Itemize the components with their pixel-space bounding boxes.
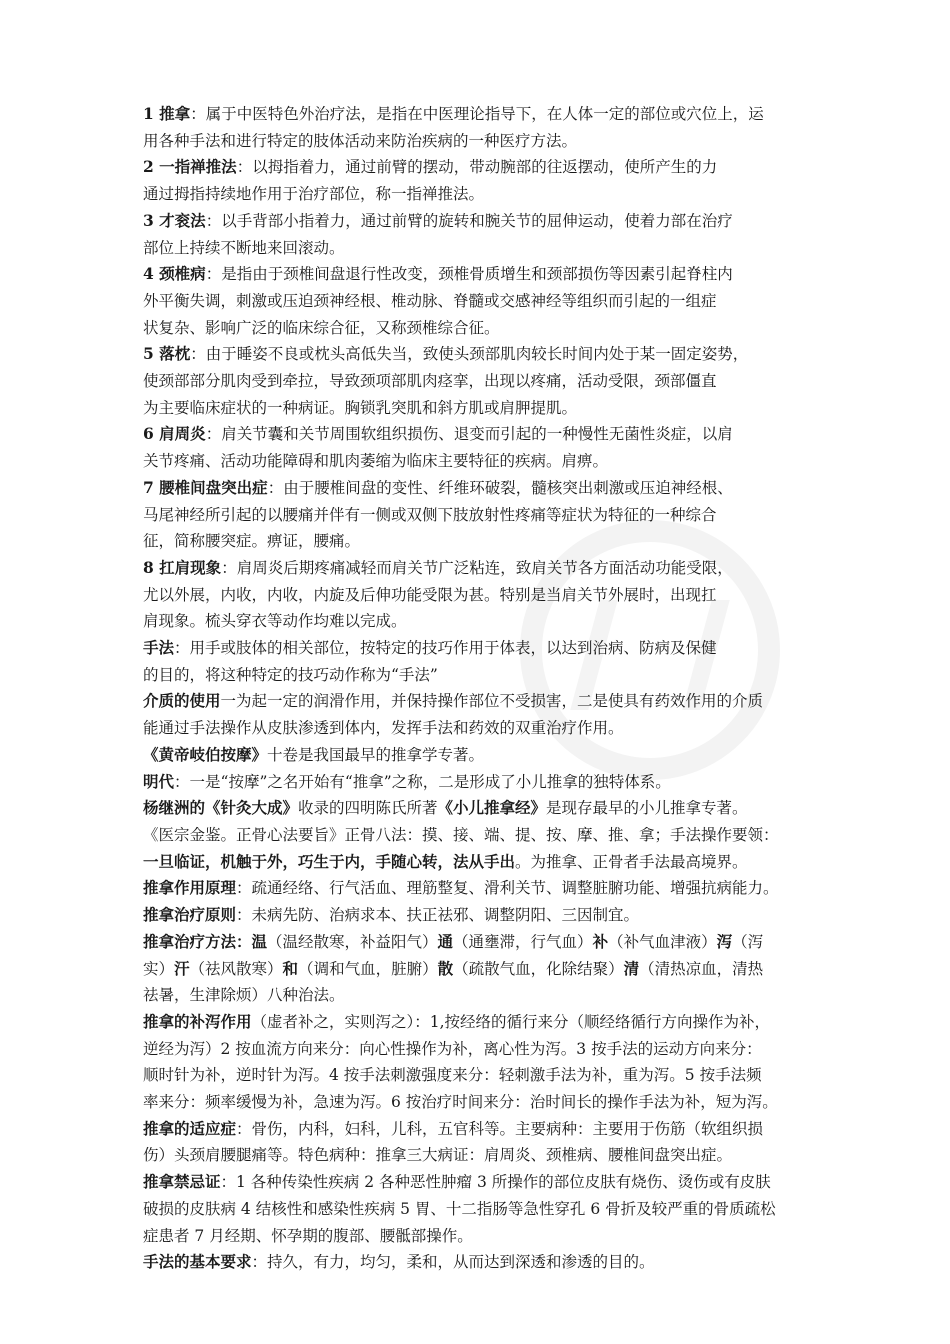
paragraph <box>143 555 823 635</box>
body-text: ：由于腰椎间盘的变性、纤维环破裂，髓核突出刺激或压迫神经根、 <box>267 478 733 497</box>
text-line <box>143 635 823 662</box>
paragraph <box>143 769 823 796</box>
bold-term: 明代 <box>143 771 175 791</box>
body-text: ：持久，有力，均匀，柔和，从而达到深透和渗透的目的。 <box>251 1253 655 1272</box>
text-line <box>143 902 823 929</box>
text-line <box>143 341 823 368</box>
text-line <box>143 368 823 395</box>
text-line <box>143 1089 823 1116</box>
text-line <box>143 1036 823 1063</box>
body-text: 破损的皮肤病 4 结核性和感染性疾病 5 胃、十二指肠等急性穿孔 6 骨折及较严重的骨质疏松 <box>143 1199 776 1218</box>
text-line <box>143 528 823 555</box>
body-text: 外平衡失调，刺激或压迫颈神经根、椎动脉、脊髓或交感神经等组织而引起的一组症 <box>143 291 717 310</box>
text-line <box>143 1249 823 1276</box>
bold-term: 手法的基本要求 <box>143 1252 252 1272</box>
paragraph <box>143 1249 823 1276</box>
text-line <box>143 1196 823 1223</box>
body-text: 部位上持续不断地来回滚动。 <box>143 238 345 257</box>
text-line <box>143 235 823 262</box>
text-line <box>143 1009 823 1036</box>
body-text: （清热凉血，清热 <box>639 959 764 978</box>
bold-term: 推拿作用原理 <box>143 878 237 898</box>
text-line <box>143 1062 823 1089</box>
body-text: 。为推拿、正骨者手法最高境界。 <box>515 852 748 871</box>
bold-term: 手法 <box>143 638 175 658</box>
body-text: 征，简称腰突症。痹证，腰痛。 <box>143 532 361 551</box>
text-line <box>143 448 823 475</box>
body-text: （祛风散寒） <box>189 959 283 978</box>
bold-term: 6 肩周炎 <box>143 424 206 444</box>
body-text: 能通过手法操作从皮肤渗透到体内，发挥手法和药效的双重治疗作用。 <box>143 719 624 738</box>
body-text: 状复杂、影响广泛的临床综合征，又称颈椎综合征。 <box>143 318 500 337</box>
paragraph <box>143 742 823 769</box>
bold-term: 8 扛肩现象 <box>143 557 222 577</box>
body-text: （通壅滞，行气血） <box>453 932 593 951</box>
text-line <box>143 181 823 208</box>
paragraph <box>143 341 823 421</box>
bold-term: 补 <box>592 931 609 951</box>
bold-term: 推拿治疗原则 <box>143 905 237 925</box>
text-line <box>143 154 823 181</box>
body-text: （疏散气血，化除结聚） <box>453 959 624 978</box>
paragraph <box>143 635 823 688</box>
text-line <box>143 1223 823 1250</box>
body-text: 《医宗金鉴。正骨心法要旨》正骨八法：摸、接、端、提、按、摩、推、拿；手法操作要领： <box>143 825 779 844</box>
text-line <box>143 608 823 635</box>
text-line <box>143 662 823 689</box>
body-text: 肩现象。梳头穿衣等动作均难以完成。 <box>143 612 407 631</box>
body-text: 马尾神经所引起的以腰痛并伴有一侧或双侧下肢放射性疼痛等症状为特征的一种综合 <box>143 505 717 524</box>
bold-term: 7 腰椎间盘突出症 <box>143 477 268 497</box>
body-text: 通过拇指持续地作用于治疗部位，称一指禅推法。 <box>143 185 485 204</box>
text-line <box>143 128 823 155</box>
body-text: ：骨伤，内科，妇科，儿科，五官科等。主要病种：主要用于伤筋（软组织损 <box>236 1119 764 1138</box>
body-text: 祛暑，生津除烦）八种治法。 <box>143 986 345 1005</box>
bold-term: 介质的使用 <box>143 691 221 711</box>
body-text: ：肩关节囊和关节周围软组织损伤、退变而引起的一种慢性无菌性炎症，以肩 <box>205 425 733 444</box>
paragraph <box>143 101 823 154</box>
text-line <box>143 261 823 288</box>
paragraph <box>143 475 823 555</box>
text-line <box>143 1142 823 1169</box>
text-line <box>143 1169 823 1196</box>
text-line <box>143 822 823 849</box>
bold-term: 推拿治疗方法：温 <box>143 931 268 951</box>
bold-term: 推拿的适应症 <box>143 1118 237 1138</box>
bold-term: 散 <box>437 958 454 978</box>
bold-term: 《黄帝岐伯按摩》 <box>143 744 268 764</box>
bold-term: 《小儿推拿经》 <box>437 798 547 818</box>
body-text: 顺时针为补，逆时针为泻。4 按手法刺激强度来分：轻刺激手法为补，重为泻。5 按手法频 <box>143 1066 762 1085</box>
body-text: ：1 各种传染性疾病 2 各种恶性肿瘤 3 所操作的部位皮肤有烧伤、烫伤或有皮肤 <box>220 1173 771 1192</box>
body-text: ：属于中医特色外治疗法，是指在中医理论指导下，在人体一定的部位或穴位上，运 <box>190 105 764 123</box>
body-text: （泻 <box>732 932 764 951</box>
body-text: 用各种手法和进行特定的肢体活动来防治疾病的一种医疗方法。 <box>143 131 578 150</box>
body-text: 一为起一定的润滑作用，并保持操作部位不受损害，二是使具有药效作用的介质 <box>220 692 764 711</box>
paragraph <box>143 902 823 929</box>
body-text: ：疏通经络、行气活血、理筋整复、滑利关节、调整脏腑功能、增强抗病能力。 <box>236 879 779 898</box>
bold-term: 和 <box>282 958 299 978</box>
text-line <box>143 475 823 502</box>
text-line <box>143 742 823 769</box>
bold-term: 推拿禁忌证 <box>143 1172 221 1192</box>
text-line <box>143 421 823 448</box>
paragraph <box>143 421 823 474</box>
paragraph <box>143 929 823 1009</box>
text-line <box>143 208 823 235</box>
body-text: 尤以外展，内收，内收，内旋及后伸功能受限为甚。特别是当肩关节外展时，出现扛 <box>143 585 717 604</box>
body-text: 症患者 7 月经期、怀孕期的腹部、腰骶部操作。 <box>143 1226 473 1245</box>
bold-term: 4 颈椎病 <box>143 264 206 284</box>
body-text: 实） <box>143 959 175 978</box>
paragraph <box>143 822 823 875</box>
bold-term: 汗 <box>174 958 190 978</box>
paragraph <box>143 261 823 341</box>
bold-term: 泻 <box>716 931 733 951</box>
paragraph <box>143 875 823 902</box>
text-line <box>143 769 823 796</box>
body-text: ：是指由于颈椎间盘退行性改变，颈椎骨质增生和颈部损伤等因素引起脊柱内 <box>205 265 733 284</box>
body-text: 逆经为泻）2 按血流方向来分：向心性操作为补，离心性为泻。3 按手法的运动方向来分： <box>143 1039 762 1058</box>
body-text: （温经散寒，补益阳气） <box>267 932 438 951</box>
text-line <box>143 1116 823 1143</box>
paragraph <box>143 1169 823 1249</box>
text-line <box>143 849 823 876</box>
paragraph <box>143 154 823 207</box>
body-text: 使颈部部分肌肉受到牵拉，导致颈项部肌肉痉挛，出现以疼痛，活动受限，颈部僵直 <box>143 372 717 391</box>
bold-term: 清 <box>623 958 640 978</box>
text-line <box>143 956 823 983</box>
body-text: 率来分：频率缓慢为补，急速为泻。6 按治疗时间来分：治时间长的操作手法为补，短为泻。 <box>143 1093 778 1112</box>
body-text: （调和气血，脏腑） <box>298 959 438 978</box>
body-text: 收录的四明陈氏所著 <box>298 799 438 818</box>
body-text: ：未病先防、治病求本、扶正祛邪、调整阴阳、三因制宜。 <box>236 906 640 925</box>
paragraph <box>143 795 823 822</box>
text-line <box>143 288 823 315</box>
body-text: 关节疼痛、活动功能障碍和肌肉萎缩为临床主要特征的疾病。肩痹。 <box>143 452 609 471</box>
body-text: 十卷是我国最早的推拿学专著。 <box>267 745 485 764</box>
bold-term: 通 <box>437 931 454 951</box>
body-text: ：用手或肢体的相关部位，按特定的技巧作用于体表，以达到治病、防病及保健 <box>174 639 717 658</box>
body-text: ：以手背部小指着力，通过前臂的旋转和腕关节的屈伸运动，使着力部在治疗 <box>205 211 733 230</box>
text-line <box>143 875 823 902</box>
text-line <box>143 502 823 529</box>
body-text: 为主要临床症状的一种病证。胸锁乳突肌和斜方肌或肩胛提肌。 <box>143 398 578 417</box>
body-text: ：肩周炎后期疼痛减轻而肩关节广泛粘连，致肩关节各方面活动功能受限， <box>221 558 733 577</box>
paragraph <box>143 1116 823 1169</box>
text-line <box>143 555 823 582</box>
text-line <box>143 395 823 422</box>
bold-term: 2 一指禅推法 <box>143 157 237 177</box>
paragraph <box>143 208 823 261</box>
body-text: ：由于睡姿不良或枕头高低失当，致使头颈部肌肉较长时间内处于某一固定姿势， <box>190 345 749 364</box>
body-text: ：以拇指着力，通过前臂的摆动，带动腕部的往返摆动，使所产生的力 <box>236 158 718 177</box>
bold-term: 5 落枕 <box>143 344 191 364</box>
text-line <box>143 315 823 342</box>
text-line <box>143 582 823 609</box>
body-text: 的目的，将这种特定的技巧动作称为“手法” <box>143 665 438 684</box>
text-line <box>143 795 823 822</box>
paragraph <box>143 688 823 741</box>
text-line <box>143 929 823 956</box>
body-text: 是现存最早的小儿推拿专著。 <box>546 799 748 818</box>
bold-term: 1 推拿 <box>143 104 191 123</box>
document-body <box>143 101 823 1276</box>
text-line <box>143 982 823 1009</box>
text-line <box>143 715 823 742</box>
body-text: （补气血津液） <box>608 932 717 951</box>
body-text: （虚者补之，实则泻之）：1,按经络的循行来分（顺经络循行方向操作为补， <box>251 1012 771 1031</box>
text-line <box>143 101 823 128</box>
bold-term: 推拿的补泻作用 <box>143 1011 252 1031</box>
bold-term: 杨继洲的《针灸大成》 <box>143 798 299 818</box>
paragraph <box>143 1009 823 1116</box>
body-text: 伤）头颈肩腰腿痛等。特色病种：推拿三大病证：肩周炎、颈椎病、腰椎间盘突出症。 <box>143 1146 733 1165</box>
text-line <box>143 688 823 715</box>
body-text: ：一是“按摩”之名开始有“推拿”之称，二是形成了小儿推拿的独特体系。 <box>174 772 671 791</box>
bold-term: 3 才衮法 <box>143 210 206 230</box>
bold-term: 一旦临证，机触于外，巧生于内，手随心转，法从手出 <box>143 851 516 871</box>
